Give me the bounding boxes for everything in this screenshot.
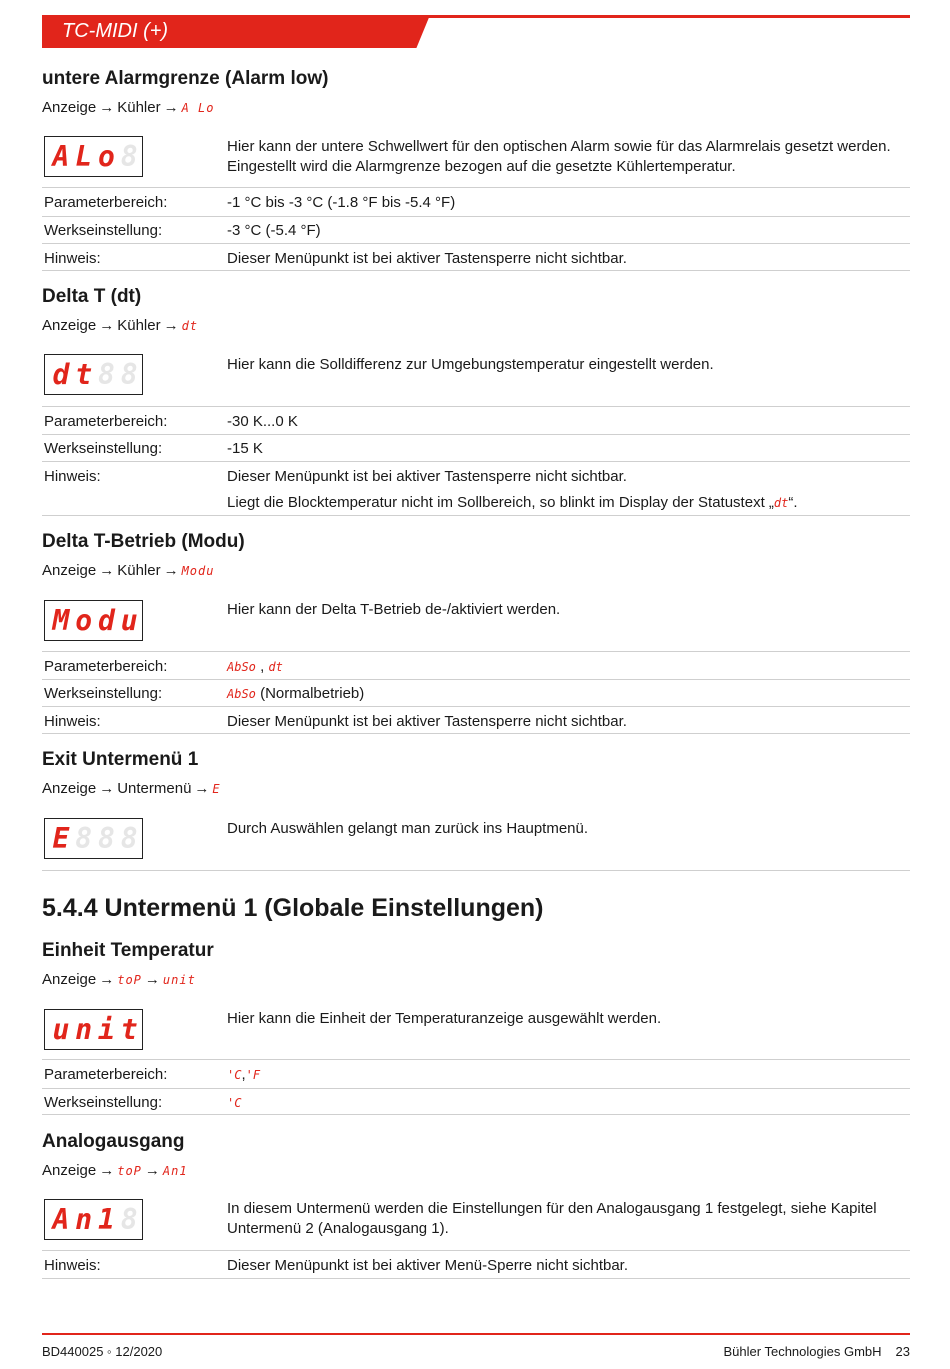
menu-path-unit: Anzeige → toP → unit xyxy=(42,971,196,988)
menu-path-exit: Anzeige → Untermenü → E xyxy=(42,780,221,797)
param-row: Hinweis: Dieser Menüpunkt ist bei aktiver Tastensperre nicht sichtbar. xyxy=(42,244,910,271)
arrow-right-icon: → xyxy=(144,971,160,988)
lcd-digit: n xyxy=(75,1202,93,1236)
heading-exit: Exit Untermenü 1 xyxy=(42,749,199,770)
lcd-digit-off: 8 xyxy=(120,1202,138,1236)
arrow-right-icon: → xyxy=(99,562,115,579)
description-alarm-low: Hier kann der untere Schwellwert für den optischen Alarm sowie für das Alarmrelais gesetzt werden. Eingestellt wird die Alarmgrenze bezogen auf die gesetzte Kühlertemperatur. xyxy=(227,138,891,175)
lcd-digit: A xyxy=(52,1202,70,1236)
heading-delta-mode: Delta T-Betrieb (Modu) xyxy=(42,531,245,552)
lcd-digit: d xyxy=(52,357,70,391)
lcd-digit: d xyxy=(97,603,115,637)
display-code: unit xyxy=(162,973,196,987)
heading-alarm-low: untere Alarmgrenze (Alarm low) xyxy=(42,68,329,89)
lcd-digit: E xyxy=(52,821,70,855)
param-row: Werkseinstellung: 'C xyxy=(42,1088,910,1115)
lcd-digit: 1 xyxy=(97,1202,115,1236)
lcd-digit: M xyxy=(52,603,70,637)
section-divider xyxy=(42,844,910,871)
lcd-digit: o xyxy=(75,603,93,637)
footer-rule xyxy=(42,1333,910,1335)
chapter-title: 5.4.4 Untermenü 1 (Globale Einstellungen) xyxy=(42,894,544,922)
description-delta-mode: Hier kann der Delta T-Betrieb de-/aktiviert werden. xyxy=(227,601,561,618)
lcd-digit: u xyxy=(52,1012,70,1046)
arrow-right-icon: → xyxy=(163,562,179,579)
arrow-right-icon: → xyxy=(194,780,210,797)
param-row: Parameterbereich: -1 °C bis -3 °C (-1.8 °F bis -5.4 °F) xyxy=(42,187,910,217)
lcd-display-unit xyxy=(44,1009,143,1050)
lcd-digit-off: 8 xyxy=(120,357,138,391)
lcd-digit: t xyxy=(75,357,93,391)
lcd-digit-off: 8 xyxy=(75,821,93,855)
lcd-digit: L xyxy=(75,139,93,173)
arrow-right-icon: → xyxy=(99,780,115,797)
arrow-right-icon: → xyxy=(144,1162,160,1179)
lcd-digit-off: 8 xyxy=(120,821,138,855)
param-row: Werkseinstellung: -3 °C (-5.4 °F) xyxy=(42,216,910,244)
description-unit: Hier kann die Einheit der Temperaturanzeige ausgewählt werden. xyxy=(227,1010,662,1027)
lcd-display-delta-t xyxy=(44,354,143,395)
arrow-right-icon: → xyxy=(163,317,179,334)
param-row: Hinweis: Dieser Menüpunkt ist bei aktiver Tastensperre nicht sichtbar. Liegt die Blocktemperatur nicht im Sollbereich, so blinkt im Display der Statustext „dt“. xyxy=(42,462,910,516)
header-title: TC-MIDI (+) xyxy=(62,20,169,42)
param-row: Parameterbereich: 'C,'F xyxy=(42,1059,910,1089)
lcd-digit: u xyxy=(120,603,138,637)
display-code: toP xyxy=(117,1164,142,1178)
lcd-digit: o xyxy=(97,139,115,173)
lcd-digit: A xyxy=(52,139,70,173)
display-code: toP xyxy=(117,973,142,987)
description-analog: In diesem Untermenü werden die Einstellungen für den Analogausgang 1 festgelegt, siehe Kapitel Untermenü 2 (Analogausgang 1). xyxy=(227,1200,877,1237)
param-row: Werkseinstellung: AbSo (Normalbetrieb) xyxy=(42,679,910,707)
param-row: Hinweis: Dieser Menüpunkt ist bei aktiver Menü-Sperre nicht sichtbar. xyxy=(42,1250,910,1279)
arrow-right-icon: → xyxy=(99,317,115,334)
display-code: A Lo xyxy=(181,101,215,115)
lcd-digit-off: 8 xyxy=(97,821,115,855)
heading-analog: Analogausgang xyxy=(42,1131,185,1152)
lcd-digit: i xyxy=(97,1012,115,1046)
footer-company: Bühler Technologies GmbH 23 xyxy=(723,1344,910,1359)
lcd-display-alarm-low xyxy=(44,136,143,177)
lcd-digit: n xyxy=(75,1012,93,1046)
display-code: dt xyxy=(181,319,199,333)
display-code: Modu xyxy=(181,564,215,578)
menu-path-delta-mode: Anzeige → Kühler → Modu xyxy=(42,562,215,579)
display-code: An1 xyxy=(162,1164,188,1178)
arrow-right-icon: → xyxy=(163,99,179,116)
page-number: 23 xyxy=(895,1344,910,1359)
description-delta-t: Hier kann die Solldifferenz zur Umgebungstemperatur eingestellt werden. xyxy=(227,356,714,373)
heading-unit: Einheit Temperatur xyxy=(42,940,214,961)
arrow-right-icon: → xyxy=(99,971,115,988)
lcd-display-delta-mode xyxy=(44,600,143,641)
lcd-digit: t xyxy=(120,1012,138,1046)
menu-path-alarm-low: Anzeige → Kühler → A Lo xyxy=(42,99,215,116)
display-code: E xyxy=(212,782,221,796)
description-exit: Durch Auswählen gelangt man zurück ins Hauptmenü. xyxy=(227,820,589,837)
lcd-digit-off: 8 xyxy=(97,357,115,391)
menu-path-delta-t: Anzeige → Kühler → dt xyxy=(42,317,199,334)
footer-doc-id: BD440025 ◦ 12/2020 xyxy=(42,1344,163,1359)
param-row: Hinweis: Dieser Menüpunkt ist bei aktiver Tastensperre nicht sichtbar. xyxy=(42,707,910,734)
lcd-display-analog xyxy=(44,1199,143,1240)
heading-delta-t: Delta T (dt) xyxy=(42,286,142,307)
param-row: Werkseinstellung: -15 K xyxy=(42,434,910,462)
param-row: Parameterbereich: -30 K...0 K xyxy=(42,406,910,435)
arrow-right-icon: → xyxy=(99,1162,115,1179)
lcd-digit-off: 8 xyxy=(120,139,138,173)
param-row: Parameterbereich: AbSo , dt xyxy=(42,651,910,680)
arrow-right-icon: → xyxy=(99,99,115,116)
menu-path-analog: Anzeige → toP → An1 xyxy=(42,1162,188,1179)
